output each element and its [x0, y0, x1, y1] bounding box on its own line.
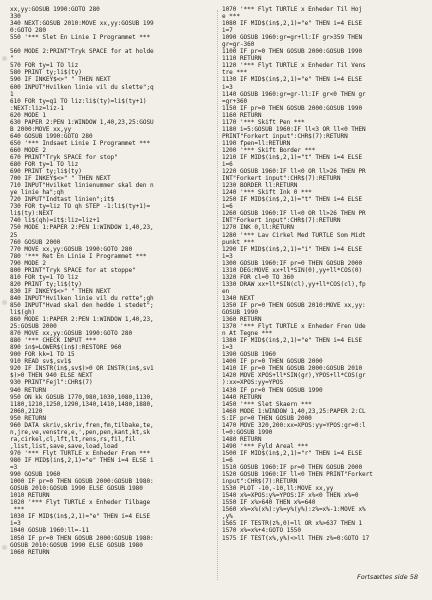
- code-line: 1430 IF pr=0 THEN GOSUB 1990: [222, 386, 323, 394]
- continued-note: Fortsættes side 58: [357, 573, 418, 581]
- code-line: 640 GOSUB 1990:GOTO 280: [10, 132, 93, 140]
- code-line: 1300 GOSUB 1960:IF pr=0 THEN GOSUB 2000: [222, 259, 363, 267]
- code-line: 1360 RETURN: [222, 316, 262, 324]
- code-line: 1520 GOSUB 1960:IF ll<0 THEN PRINT"Forkert: [222, 471, 373, 479]
- code-line: 1050 IF pr=0 THEN GOSUB 2000:GOSUB 1980:: [10, 534, 154, 542]
- code-line: 560 MODE 2:PRINT"Tryk SPACE for at holde: [10, 48, 154, 56]
- code-line: 340 NEXT:GOSUB 2010:MOVE xx,yy:GOSUB 199: [10, 20, 154, 28]
- code-line: li$(gh): [10, 309, 36, 317]
- code-line: 930 PRINT"Fejl":CHR$(7): [10, 379, 93, 387]
- code-line: 590 IF INKEY$<>" " THEN NEXT: [10, 76, 111, 84]
- code-line: B 2000:MOVE xx,yy: [10, 125, 72, 133]
- code-line: 1510 GOSUB 1960:IF pr=0 THEN GOSUB 2000: [222, 464, 363, 472]
- code-line: 1270 INK 0,ll:RETURN: [222, 224, 294, 232]
- code-line: 700 IF INKEY$<>" " THEN NEXT: [10, 175, 111, 183]
- code-line: 830 IF INKEY$<>" " THEN NEXT: [10, 287, 111, 295]
- code-line: 1370 '*** Flyt TURTLE x Enheder Fren Ude: [222, 323, 366, 331]
- code-line: 1200 '*** Skift Border ***: [222, 146, 316, 154]
- code-line: n,jre,ve,venstre,e,',pen,pen,kant,kt,sk: [10, 428, 151, 436]
- code-line: 620 MODE 1: [10, 111, 46, 119]
- code-line: ,list,list,save,save,load,load: [10, 442, 118, 450]
- code-line: 1350 IF pr=0 THEN GOSUB 2010:MOVE xx,yy:: [222, 301, 366, 309]
- code-line: 1420 MOVE XPOS+ll*SIN(gr),YPOS+ll*COS(gr: [222, 372, 366, 380]
- code-line: 750 MODE 1:PAPER 2:PEN 1:WINDOW 1,40,23,: [10, 224, 154, 232]
- code-line: 730 FOR ty=liz TO qh STEP -1:li$(ty+1)=: [10, 203, 151, 211]
- code-line: 25: [10, 231, 18, 239]
- code-line: 1450 '*** Slet Skaern ***: [222, 400, 312, 408]
- code-line: 710 INPUT"Hvilket linienummer skal den n: [10, 182, 154, 190]
- code-line: 770 MOVE xx,yy:GOSUB 1990:GOTO 280: [10, 245, 133, 253]
- code-line: 1090 GOSUB 1960:gr=gr+ll:IF gr>359 THEN: [222, 34, 363, 42]
- code-line: 670 PRINT"Tryk SPACE for stop": [10, 153, 118, 161]
- code-line: ra,cirkel,cl,lft,lt,rens,rs,fil,fil: [10, 435, 136, 443]
- listing-left-column: [10, 6, 215, 556]
- code-line: 780 '*** Ret En Linie I Programmet ***: [10, 252, 147, 260]
- code-line: li$(ty):NEXT: [10, 210, 54, 218]
- code-line: 550 '*** Slet En Linie I Programmet ***: [10, 34, 151, 42]
- code-line: ***: [10, 506, 25, 514]
- code-line: 1290 IF MID$(in$,2,1)="i" THEN i=4 ELSE: [222, 245, 363, 253]
- code-line: GOSUB 2010:GOSUB 1990 ELSE GOSUB 1980: [10, 541, 143, 549]
- code-line: 740 li$(qh)=it$:liz=liz+1: [10, 217, 100, 225]
- code-line: 570 FOR ty=1 TO liz: [10, 62, 79, 70]
- code-line: en: [222, 287, 230, 295]
- code-line: 850 INPUT"Hvad skal den hedde i stedet";: [10, 301, 154, 309]
- code-line: i=3: [222, 83, 233, 91]
- code-line: tre ***: [222, 69, 248, 77]
- code-line: INT"Forkert input":CHR$(7):RETURN: [222, 175, 341, 183]
- code-line: 1100 IF pr=0 THEN GOSUB 2000:GOSUB 1990: [222, 48, 363, 56]
- code-line: 610 FOR ty=q1 TO liz:li$(ty)=li$(ty+1): [10, 97, 147, 105]
- code-line: 1070 '*** Flyt TURTLE x Enheder Til Hoj: [222, 6, 363, 13]
- code-line: 1250 IF MID$(in$,2,1)="t" THEN i=4 ELSE: [222, 196, 363, 204]
- code-line: 1480 RETURN: [222, 435, 262, 443]
- code-line: 1470 MOVE 320,200:xx=XPOS:yy=YPOS:gr=0:l: [222, 421, 366, 429]
- code-line: 1530 PLOT -10,-10,ll:MOVE xx,yy: [222, 485, 334, 493]
- code-line: 950 ON kk GOSUB 1770,980,1030,1080,1130,: [10, 393, 154, 401]
- code-line: 1120 '*** Flyt TURTLE x Enheder Til Vens: [222, 62, 366, 70]
- code-line: 760 GOSUB 2000: [10, 238, 61, 246]
- code-line: ):xx=XPOS:yy=YPOS: [222, 379, 284, 387]
- code-line: 1230 BORDER ll:RETURN: [222, 182, 298, 190]
- code-line: 950 RETURN: [10, 414, 46, 422]
- punch-hole: [2, 56, 7, 61]
- listing-right-column: [222, 6, 426, 542]
- code-line: INT"Forkert input":CHR$(7):RETURN: [222, 217, 341, 225]
- code-line: 1550 IF x%>640 THEN x%=640: [222, 499, 316, 507]
- code-line: S:IF pr=0 THEN GOSUB 2000: [222, 414, 312, 422]
- code-line: GOSUB 1990: [222, 309, 258, 317]
- code-line: ": [10, 55, 14, 63]
- code-line: 890 in$=LOWER$(in$):RESTORE 960: [10, 344, 122, 352]
- code-line: [10, 41, 215, 48]
- code-line: 1010 RETURN: [10, 492, 50, 500]
- code-line: 920 IF INSTR(in$,sv$)>0 OR INSTR(in$,sv1: [10, 365, 154, 373]
- code-line: 1020 '*** Flyt TURTLE x Enheder Tilbage: [10, 499, 151, 507]
- code-line: 1570 x%=x%+4:GOTO 1550: [222, 527, 301, 535]
- code-line: i=3: [10, 520, 21, 528]
- code-line: 1390 GOSUB 1960: [222, 351, 276, 359]
- code-line: 650 '*** Indsaet Linie I Programmet ***: [10, 139, 151, 147]
- code-line: 1460 MODE 1:WINDOW 1,40,23,25:PAPER 2:CL: [222, 407, 366, 415]
- code-line: 970 '*** Flyt TURTLE x Enheder Frem ***: [10, 449, 151, 457]
- code-line: i=6: [222, 161, 233, 169]
- code-line: l=0:GOSUB 1990: [222, 428, 273, 436]
- code-line: 1320 FOR cl=0 TO 360: [222, 273, 294, 281]
- code-line: 820 PRINT ty;li$(ty): [10, 280, 82, 288]
- code-line: 1490 '*** Fyld Areal ***: [222, 442, 309, 450]
- code-line: 990 GOSUB 1960: [10, 471, 61, 479]
- code-line: PRINT"Forkert input":CHR$(7):RETURN: [222, 132, 348, 140]
- code-line: ye linie ha";qh: [10, 189, 64, 197]
- code-line: 910 READ sv$,sv1$: [10, 358, 72, 366]
- code-line: 1440 RETURN: [222, 393, 262, 401]
- code-line: 600 INPUT"Hvilken linie vil du slette";q: [10, 83, 154, 91]
- code-line: 1400 IF pr=0 THEN GOSUB 2000: [222, 358, 323, 366]
- code-line: $)>0 THEN 940 ELSE NEXT: [10, 372, 93, 380]
- code-line: gr=gr-360: [222, 41, 255, 49]
- code-line: i=6: [222, 457, 233, 464]
- code-line: 900 FOR kk=1 TO 15: [10, 351, 75, 359]
- code-line: punkt ***: [222, 238, 255, 246]
- code-line: 580 PRINT ty;li$(ty): [10, 69, 82, 77]
- code-line: 960 DATA skriv,skriv,fren,fm,tilbake,te,: [10, 421, 154, 429]
- code-line: e ***: [222, 13, 240, 21]
- punch-hole: [2, 545, 7, 550]
- code-line: 1260 GOSUB 1960:IF ll<0 OR ll>26 THEN PR: [222, 210, 366, 218]
- code-line: 0:GOTO 280: [10, 27, 46, 35]
- code-line: :NEXT:liz=liz-1: [10, 104, 64, 112]
- code-line: 1240 '*** Skift Ink 0 ***: [222, 189, 312, 197]
- code-line: 1060 RETURN: [10, 548, 50, 556]
- code-line: 1030 IF MID$(in$,2,1)="e" THEN i=4 ELSE: [10, 513, 151, 521]
- code-line: 1: [10, 90, 14, 98]
- code-line: i=7: [222, 27, 233, 35]
- code-line: i=3: [222, 252, 233, 260]
- code-line: 720 INPUT"Indtast linien";it$: [10, 196, 115, 204]
- code-line: GOSUB 2010:GOSUB 1990 ELSE GOSUB 1980: [10, 485, 143, 493]
- code-line: 860 MODE 1:PAPER 2:PEN 1:WINDOW 1,40,23,: [10, 316, 154, 324]
- code-line: 1500 IF MID$(in$,2,1)="r" THEN i=4 ELSE: [222, 449, 363, 457]
- code-line: 1210 IF MID$(in$,2,1)="t" THEN i=4 ELSE: [222, 153, 363, 161]
- code-line: 1190 fpen=ll:RETURN: [222, 139, 291, 147]
- code-line: 680 FOR ty=1 TO liz: [10, 161, 79, 169]
- code-line: 1170 '*** Skift Pen ***: [222, 118, 305, 126]
- code-line: 1220 GOSUB 1960:IF ll<0 OR ll>26 THEN PR: [222, 168, 366, 176]
- code-line: 1540 x%=XPOS:y%=YPOS:IF x%<0 THEN x%=0: [222, 492, 359, 500]
- code-line: 980 IF MID$(in$,2,1)="e" THEN i=4 ELSE i: [10, 457, 154, 464]
- code-line: =gr+360: [222, 97, 248, 105]
- code-line: 880 '*** CHECK INPUT ***: [10, 337, 97, 345]
- code-line: 1310 DEG:MOVE xx+ll*SIN(0),yy+ll*COS(0): [222, 266, 363, 274]
- code-line: 1000 IF pr=0 THEN GOSUB 2000:GOSUB 1980:: [10, 478, 154, 486]
- code-line: 330: [10, 13, 25, 21]
- code-line: 800 PRINT"Tryk SPACE for at stoppe": [10, 266, 136, 274]
- punch-hole: [2, 300, 7, 305]
- code-line: 1330 DRAW xx+ll*SIN(cl),yy+ll*COS(cl),fp: [222, 280, 366, 288]
- code-line: i=6: [222, 203, 233, 211]
- code-line: 1160 RETURN: [222, 111, 262, 119]
- column-divider: [217, 10, 218, 580]
- code-line: 1410 IF pr=0 THEN GOSUB 2000:GOSUB 2010: [222, 365, 363, 373]
- code-line: input":CHR$(7):RETURN: [222, 478, 298, 486]
- code-line: 1180,1210,1250,1290,1340,1410,1480,1880,: [10, 400, 154, 408]
- code-line: 840 INPUT"Hvilken linie vil du rette";gh: [10, 294, 154, 302]
- code-line: 870 MOVE xx,yy:GOSUB 1990:GOTO 280: [10, 330, 133, 338]
- code-line: xx,yy:GOSUB 1990:GOTO 280: [10, 6, 100, 13]
- code-line: 690 PRINT ty;li$(ty): [10, 168, 82, 176]
- code-line: 1560 x%=x%(x%):y%=y%(y%):z%=x%-1:MOVE x%: [222, 506, 366, 514]
- code-line: 1130 IF MID$(in$,2,1)="e" THEN i=4 ELSE: [222, 76, 363, 84]
- code-line: 1110 RETURN: [222, 55, 262, 63]
- code-line: 940 RETURN: [10, 386, 46, 394]
- code-line: 1565 IF TESTR(z%,0)=ll OR x%>637 THEN 1: [222, 520, 363, 528]
- code-line: 25:GOSUB 2000: [10, 323, 57, 331]
- code-line: 1340 NEXT: [222, 294, 255, 302]
- code-line: 1080 IF MID$(in$,2,1)="e" THEN i=4 ELSE: [222, 20, 363, 28]
- code-line: ,y%: [222, 513, 233, 521]
- code-line: 1150 IF pr=0 THEN GOSUB 2000:GOSUB 1990: [222, 104, 363, 112]
- code-line: 1380 IF MID$(in$,2,1)="e" THEN i=4 ELSE: [222, 337, 363, 345]
- code-line: 1040 GOSUB 1960:ll=-11: [10, 527, 89, 535]
- code-line: n At Tegne ***: [222, 330, 273, 338]
- code-line: =3: [10, 464, 18, 472]
- code-line: 2060,2120: [10, 407, 43, 415]
- code-line: 1575 IF TEST(x%,y%)<>ll THEN z%=0:GOTO 17: [222, 534, 370, 542]
- code-line: 790 MODE 2: [10, 259, 46, 267]
- code-line: 1180 i=5:GOSUB 1960:IF ll<3 OR ll<0 THEN: [222, 125, 366, 133]
- code-line: 1280 '*** Lav Cirkel Med TURTLE Som Midt: [222, 231, 366, 239]
- code-line: 630 PAPER 2:PEN 1:WINDOW 1,40,23,25:GOSU: [10, 118, 154, 126]
- code-line: 660 MODE 2: [10, 146, 46, 154]
- code-line: 1140 GOSUB 1960:gr=gr-ll:IF gr<0 THEN gr: [222, 90, 366, 98]
- code-line: 810 FOR ty=1 TO liz: [10, 273, 79, 281]
- code-line: i=3: [222, 344, 233, 352]
